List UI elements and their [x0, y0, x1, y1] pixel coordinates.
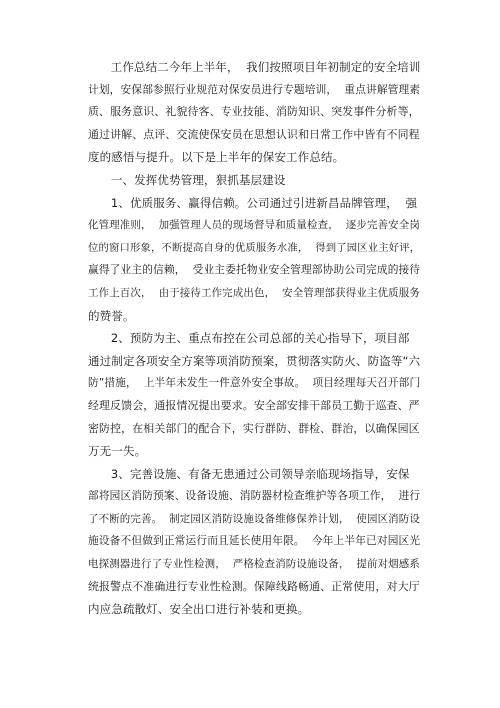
document-body — [88, 56, 420, 621]
text-line: 防”措施， 上半年未发生一件意外安全事故。 项目经理每天召开部门 — [88, 376, 421, 390]
text-line: 通过讲解、点评、交流使保安员在思想认识和日常工作中皆有不同程 — [88, 127, 420, 141]
text-line: 化管理准则， 加强管理人员的现场督导和质量检查， 逐步完善安全岗 — [88, 219, 420, 232]
text-line: 统报警点不准确进行专业性检测。保障线路畅通、正常使用，对大厅 — [88, 579, 420, 593]
text-line: 部将园区消防预案、设备设施、消防器材检查维护等各项工作， 进行 — [88, 489, 421, 503]
text-line: 位的窗口形象，不断提高自身的优质服务水准， 得到了园区业主好评， — [88, 241, 421, 254]
text-line: 了不断的完善。 制定园区消防设施设备维修保养计划， 使园区消防设 — [88, 512, 420, 525]
text-line: 2、预防为主、重点布控在公司总部的关心指导下，项目部 — [88, 331, 410, 346]
text-line: 工作上百次， 由于接待工作完成出色， 安全管理部获得业主优质服务 — [88, 286, 420, 299]
text-line: 工作总结二今年上半年， 我们按照项目年初制定的安全培训 — [88, 60, 421, 74]
text-line: 施设备不但做到正常运行而且延长使用年限。 今年上半年已对园区光 — [88, 534, 421, 548]
section-heading: 一、发挥优势管理，狠抓基层建设 — [88, 172, 286, 187]
text-line: 电探测器进行了专业性检测， 严格检查消防设施设备， 提前对烟感系 — [88, 558, 420, 571]
text-line: 3、完善设施、有备无患通过公司领导亲临现场指导，安保 — [88, 466, 410, 481]
text-line: 经理反馈会，通报情况提出要求。安全部安排干部员工勤于巡查、严 — [88, 398, 420, 412]
text-line: 计划，安保部参照行业规范对保安员进行专题培训， 重点讲解管理素 — [88, 82, 421, 96]
text-line: 质、服务意识、礼貌待客、专业技能、消防知识、突发事件分析等， — [88, 105, 420, 119]
text-line: 内应急疏散灯、安全出口进行补装和更换。 — [88, 602, 310, 617]
text-line: 赢得了业主的信赖， 受业主委托物业安全管理部协助公司完成的接待 — [88, 263, 421, 277]
text-line: 度的感悟与提升。以下是上半年的保安工作总结。 — [88, 150, 345, 165]
text-line: 1、优质服务、赢得信赖。公司通过引进新昌品牌管理， 强 — [88, 195, 418, 210]
text-line: 密防控，在相关部门的配合下，实行群防、群检、群治，以确保园区 — [88, 421, 420, 435]
text-line: 的赞誉。 — [88, 308, 135, 323]
text-line: 万无一失。 — [88, 444, 147, 459]
text-line: 通过制定各项安全方案等项消防预案，贯彻落实防火、防盗等“六 — [88, 353, 421, 368]
